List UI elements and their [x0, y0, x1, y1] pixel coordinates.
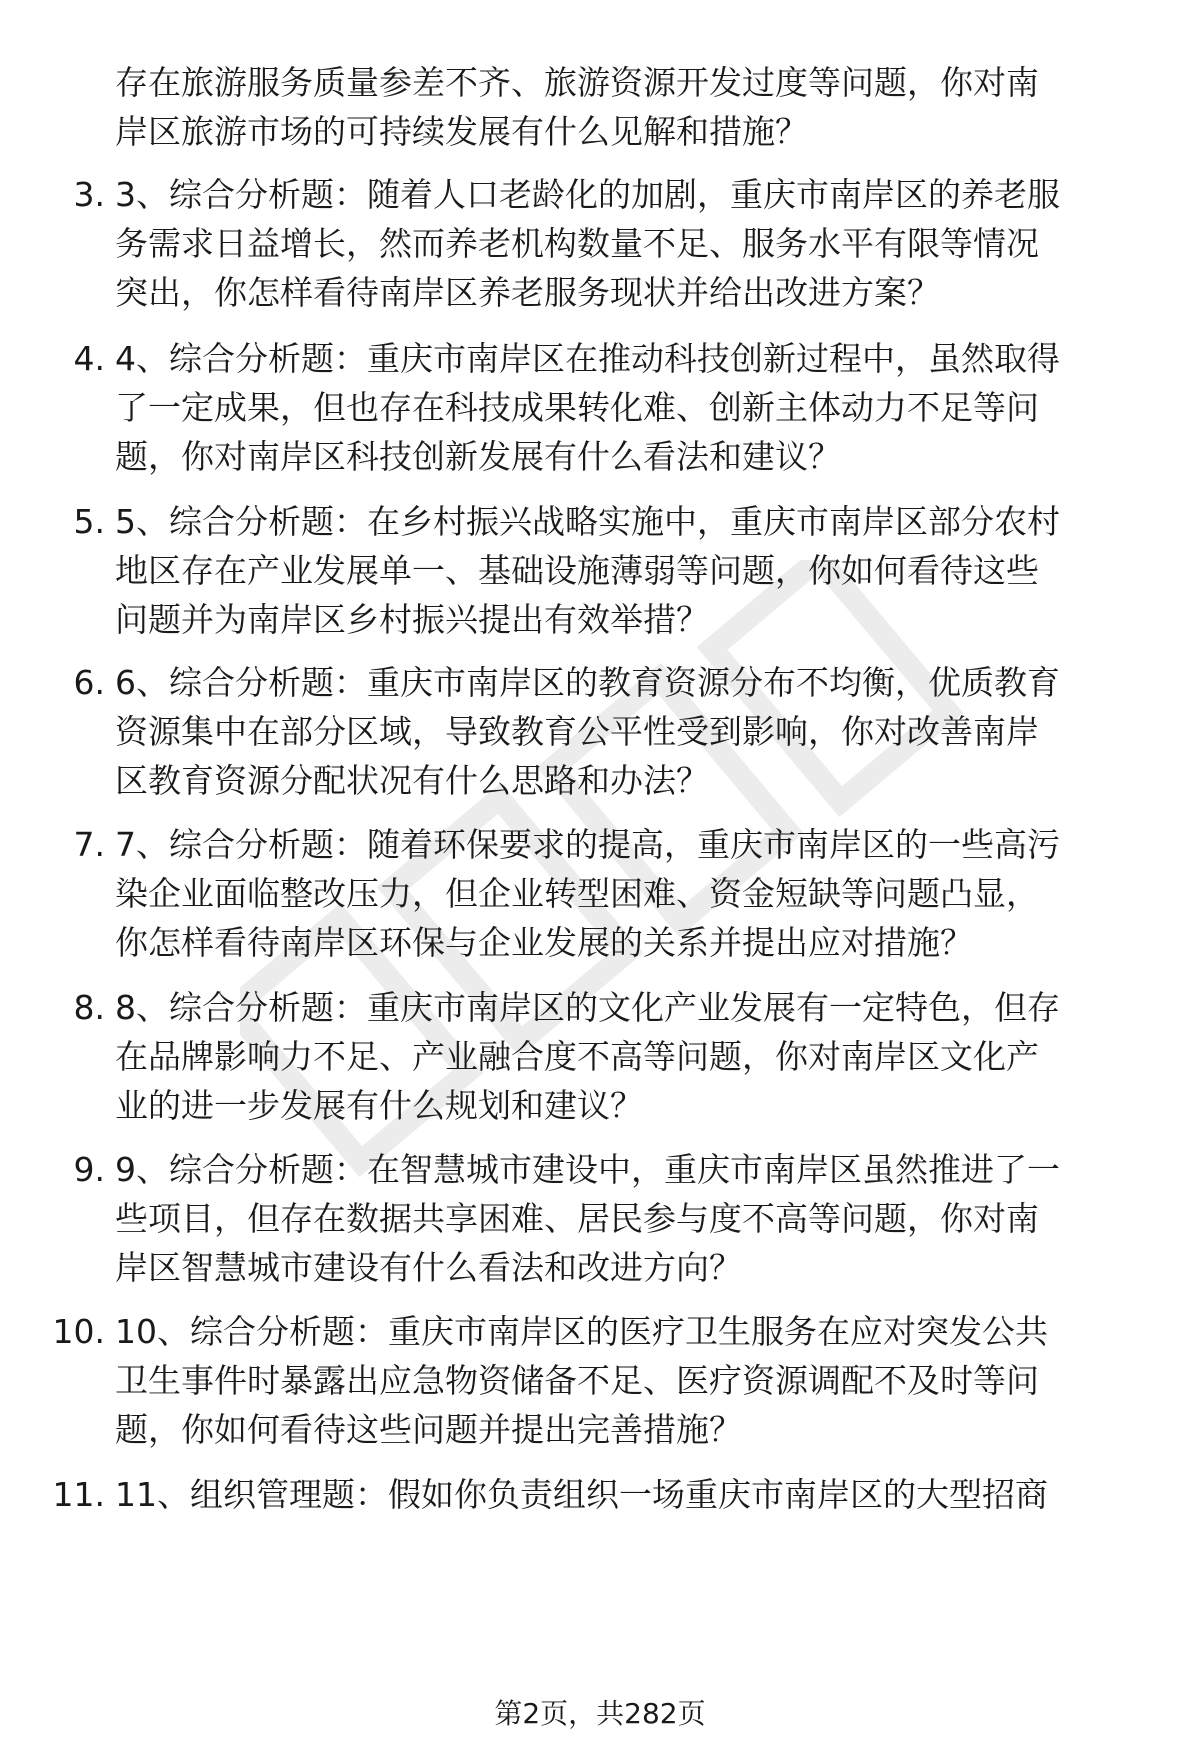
text-line: 务需求日益增长，然而养老机构数量不足、服务水平有限等情况: [115, 224, 1039, 263]
text-line: 些项目，但存在数据共享困难、居民参与度不高等问题，你对南: [115, 1199, 1039, 1238]
text-line: 5、综合分析题：在乡村振兴战略实施中，重庆市南岸区部分农村: [115, 502, 1060, 541]
text-line: 6、综合分析题：重庆市南岸区的教育资源分布不均衡，优质教育: [115, 663, 1060, 702]
text-line: 你怎样看待南岸区环保与企业发展的关系并提出应对措施？: [115, 923, 973, 962]
text-line: 题，你如何看待这些问题并提出完善措施？: [115, 1410, 742, 1449]
item-number: 7.: [73, 825, 105, 864]
item-number: 5.: [73, 502, 105, 541]
text-line: 岸区智慧城市建设有什么看法和改进方向？: [115, 1248, 742, 1287]
text-line: 地区存在产业发展单一、基础设施薄弱等问题，你如何看待这些: [115, 551, 1039, 590]
item-number: 8.: [73, 988, 105, 1027]
item-number: 9.: [73, 1150, 105, 1189]
text-line: 7、综合分析题：随着环保要求的提高，重庆市南岸区的一些高污: [115, 825, 1060, 864]
text-line: 存在旅游服务质量参差不齐、旅游资源开发过度等问题，你对南: [115, 63, 1039, 102]
text-line: 问题并为南岸区乡村振兴提出有效举措？: [115, 600, 709, 639]
text-line: 突出，你怎样看待南岸区养老服务现状并给出改进方案？: [115, 273, 940, 312]
item-number: 6.: [73, 663, 105, 702]
text-line: 资源集中在部分区域，导致教育公平性受到影响，你对改善南岸: [115, 712, 1039, 751]
page-number-footer: 第2页，共282页: [494, 1697, 706, 1730]
item-number: 11.: [52, 1475, 105, 1514]
text-line: 4、综合分析题：重庆市南岸区在推动科技创新过程中，虽然取得: [115, 339, 1060, 378]
item-number: 4.: [73, 339, 105, 378]
text-line: 10、综合分析题：重庆市南岸区的医疗卫生服务在应对突发公共: [115, 1312, 1048, 1351]
text-line: 3、综合分析题：随着人口老龄化的加剧，重庆市南岸区的养老服: [115, 175, 1060, 214]
text-line: 了一定成果，但也存在科技成果转化难、创新主体动力不足等问: [115, 388, 1039, 427]
text-line: 业的进一步发展有什么规划和建议？: [115, 1086, 643, 1125]
text-line: 题，你对南岸区科技创新发展有什么看法和建议？: [115, 437, 841, 476]
item-number: 3.: [73, 175, 105, 214]
text-line: 卫生事件时暴露出应急物资储备不足、医疗资源调配不及时等问: [115, 1361, 1039, 1400]
text-line: 染企业面临整改压力，但企业转型困难、资金短缺等问题凸显，: [115, 874, 1039, 913]
text-line: 在品牌影响力不足、产业融合度不高等问题，你对南岸区文化产: [115, 1037, 1039, 1076]
text-line: 8、综合分析题：重庆市南岸区的文化产业发展有一定特色，但存: [115, 988, 1060, 1027]
text-line: 11、组织管理题：假如你负责组织一场重庆市南岸区的大型招商: [115, 1475, 1048, 1514]
text-line: 区教育资源分配状况有什么思路和办法？: [115, 761, 709, 800]
text-line: 9、综合分析题：在智慧城市建设中，重庆市南岸区虽然推进了一: [115, 1150, 1060, 1189]
text-line: 岸区旅游市场的可持续发展有什么见解和措施？: [115, 112, 808, 151]
item-number: 10.: [52, 1312, 105, 1351]
